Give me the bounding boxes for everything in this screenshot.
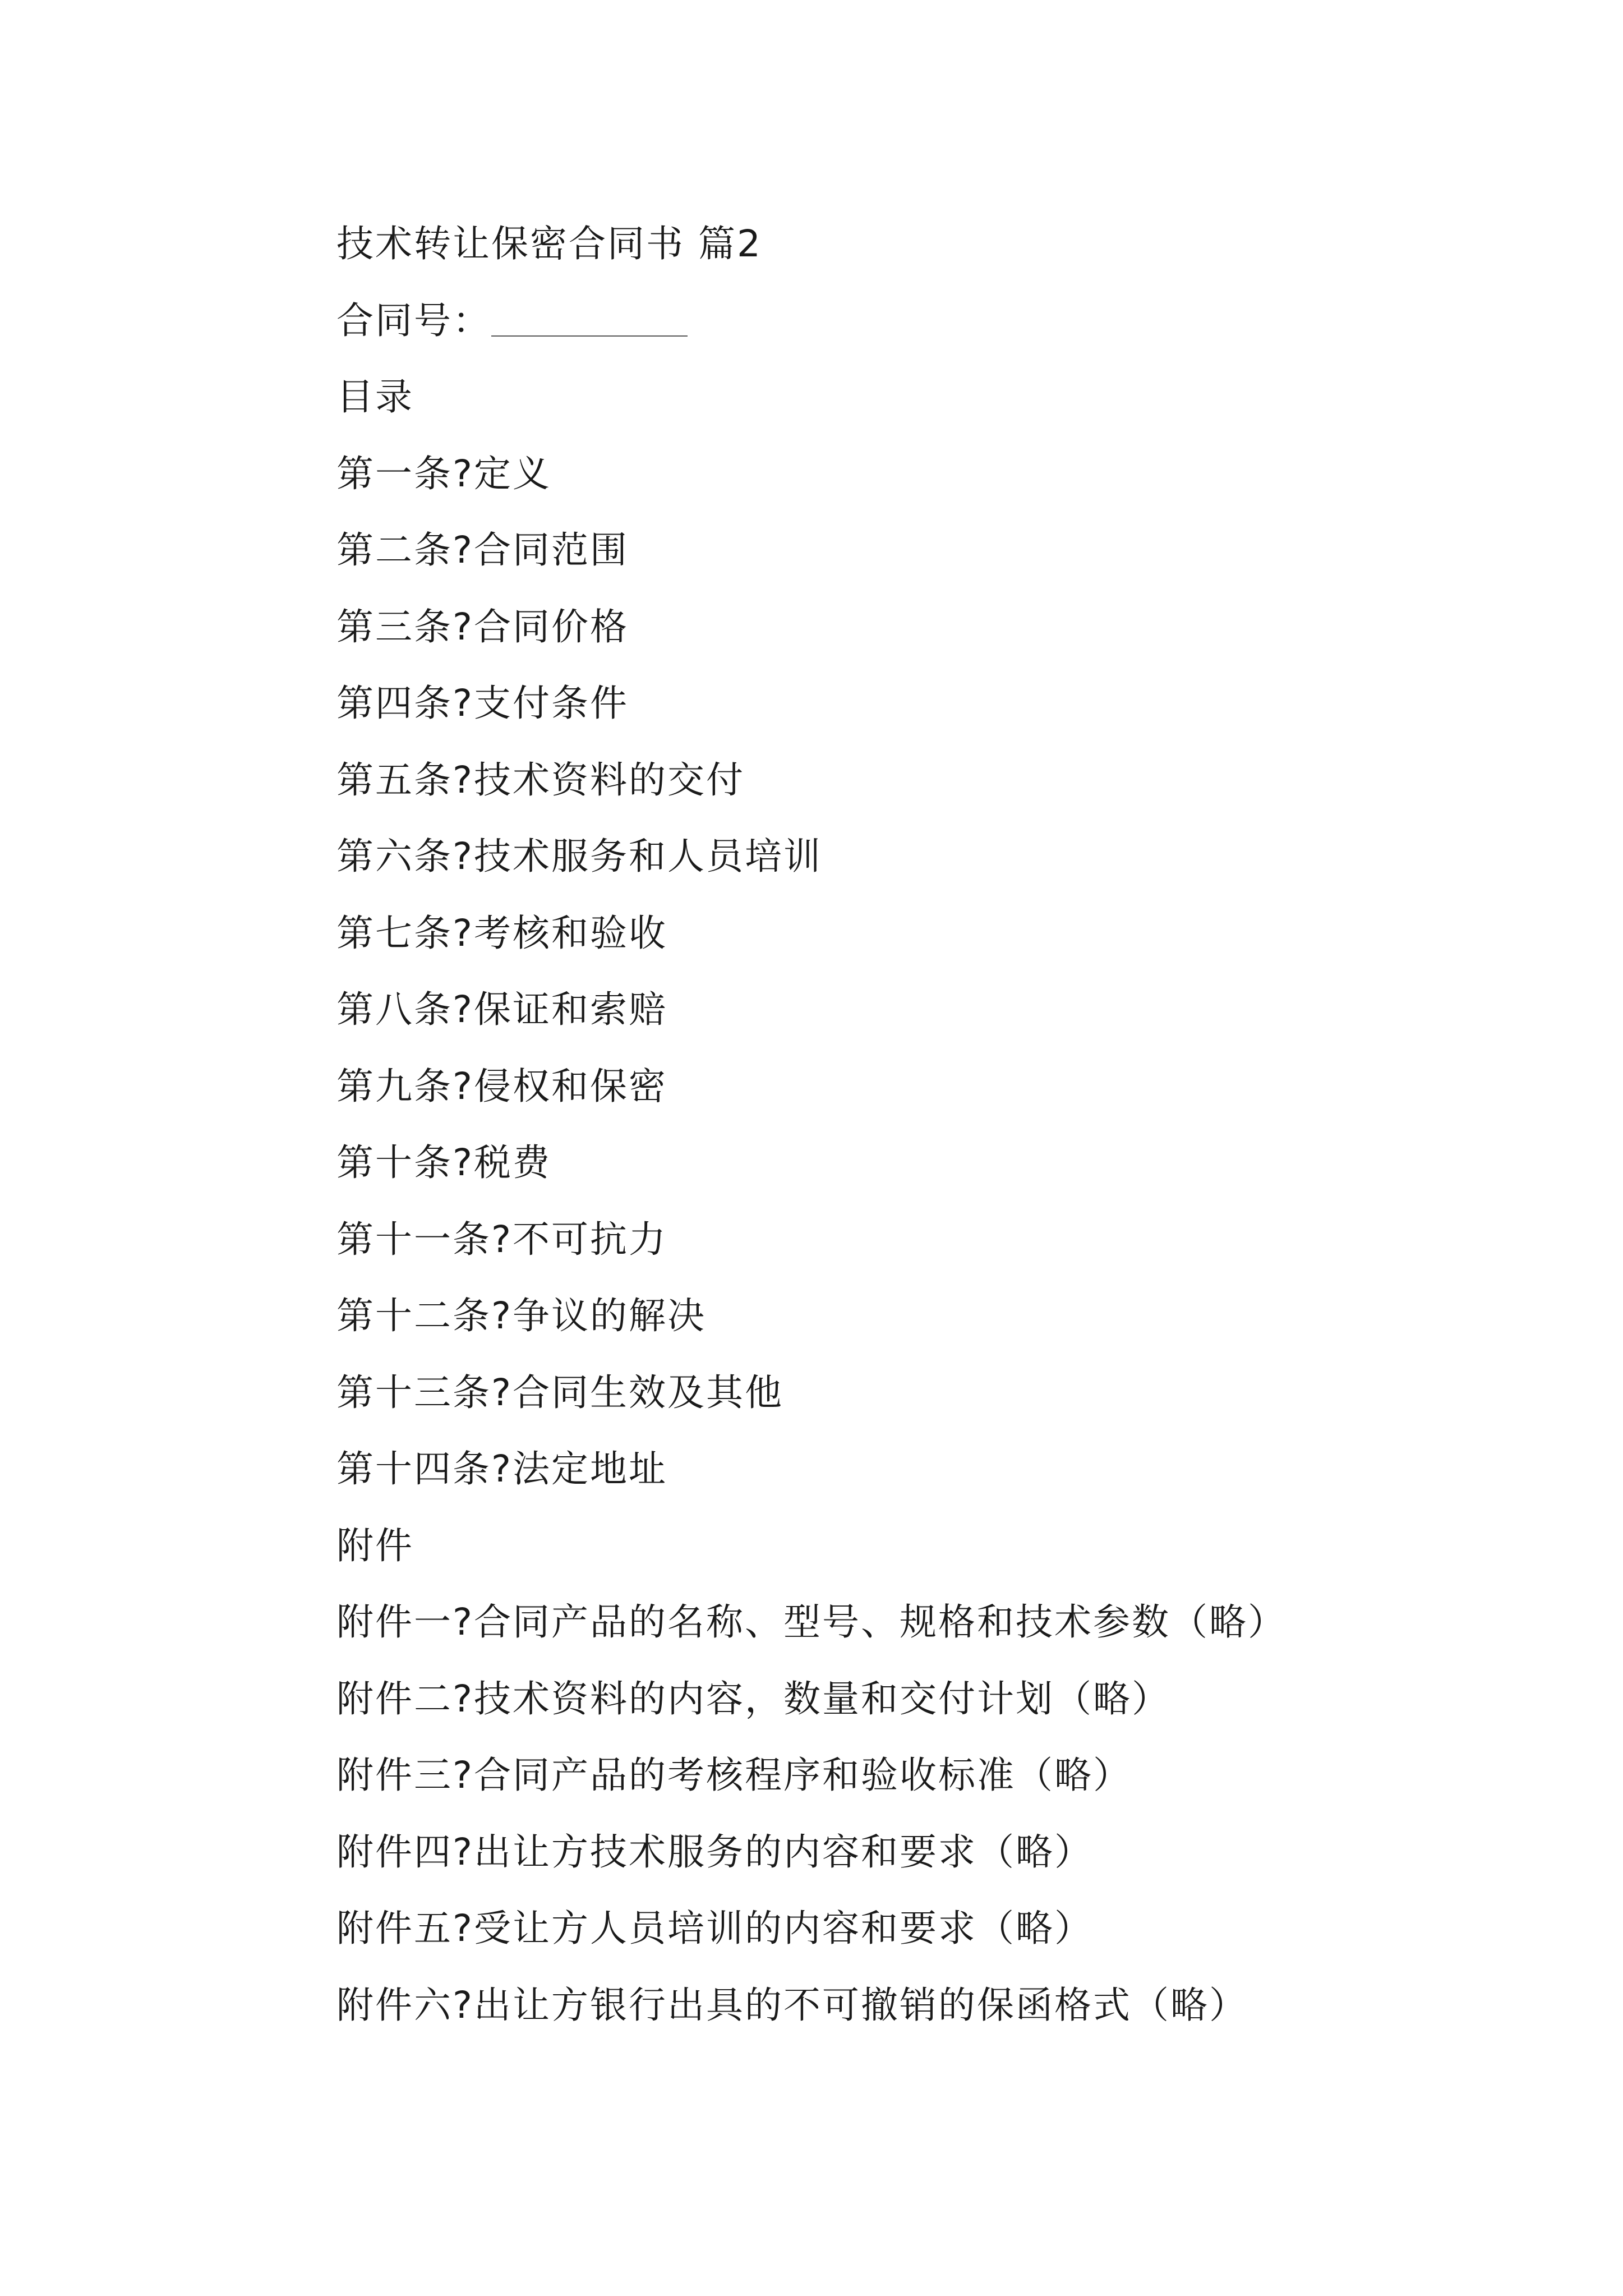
toc-article: 第十三条?合同生效及其他 — [336, 1370, 784, 1414]
toc-heading: 目录 — [336, 375, 414, 418]
toc-article: 第十四条?法定地址 — [336, 1447, 668, 1490]
annex-heading: 附件 — [336, 1524, 414, 1567]
toc-annex: 附件二?技术资料的内容，数量和交付计划（略） — [336, 1677, 1171, 1720]
toc-article: 第五条?技术资料的交付 — [336, 758, 745, 802]
toc-article: 第三条?合同价格 — [336, 605, 629, 648]
toc-article: 第二条?合同范围 — [336, 528, 629, 572]
contract-number-line — [336, 293, 1542, 370]
toc-article: 第一条?定义 — [336, 452, 552, 495]
toc-annex: 附件五?受让方人员培训的内容和要求（略） — [336, 1907, 1094, 1950]
toc-annex: 附件六?出让方银行出具的不可撤销的保函格式（略） — [336, 1983, 1248, 2027]
toc-article: 第四条?支付条件 — [336, 682, 629, 725]
document-title: 技术转让保密合同书 篇2 — [336, 222, 762, 265]
toc-article: 第七条?考核和验收 — [336, 911, 668, 955]
toc-annex: 附件一?合同产品的名称、型号、规格和技术参数（略） — [336, 1600, 1287, 1644]
toc-article: 第十二条?争议的解决 — [336, 1294, 707, 1337]
document-body — [336, 216, 1542, 2054]
contract-number-blank — [491, 298, 688, 337]
toc-annex: 附件三?合同产品的考核程序和验收标准（略） — [336, 1754, 1132, 1797]
toc-article: 第九条?侵权和保密 — [336, 1064, 668, 1108]
toc-annex: 附件四?出让方技术服务的内容和要求（略） — [336, 1830, 1094, 1874]
toc-article: 第十条?税费 — [336, 1141, 552, 1184]
toc-article: 第八条?保证和索赔 — [336, 988, 668, 1031]
toc-article: 第六条?技术服务和人员培训 — [336, 835, 823, 878]
toc-article: 第十一条?不可抗力 — [336, 1217, 668, 1261]
contract-number-label: 合同号： — [336, 298, 491, 342]
